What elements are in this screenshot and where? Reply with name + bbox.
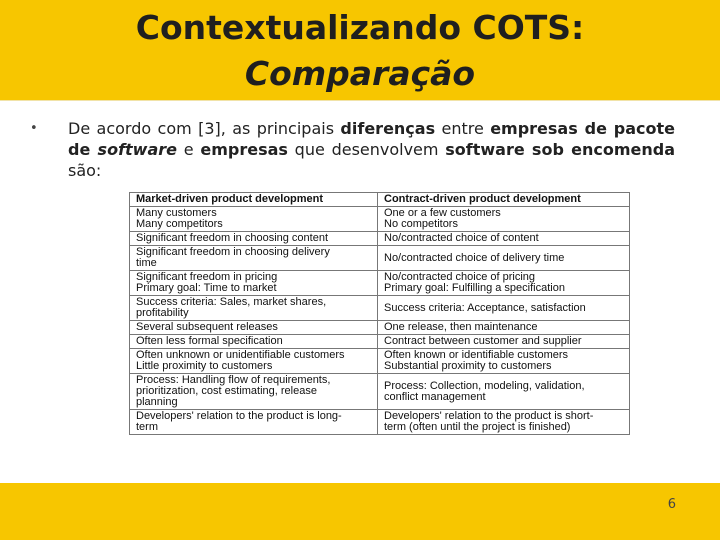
- table-cell-line: Substantial proximity to customers: [384, 360, 552, 372]
- table-cell-line: Primary goal: Time to market: [136, 282, 277, 294]
- table-cell-line: prioritization, cost estimating, release: [136, 385, 317, 397]
- table-cell-contract: [378, 207, 630, 232]
- table-cell-market: [130, 410, 378, 435]
- bullet-text-part: são:: [68, 161, 102, 180]
- table-cell-contract: [378, 296, 630, 321]
- table-cell-line: Several subsequent releases: [136, 321, 278, 333]
- table-cell-line: term: [136, 421, 158, 433]
- table-cell-market: [130, 207, 378, 232]
- table-cell-contract: [378, 232, 630, 246]
- table-cell-market: [130, 321, 378, 335]
- page-number: 6: [667, 497, 676, 512]
- table-cell-line: planning: [136, 396, 178, 408]
- table-cell-line: One or a few customers: [384, 207, 501, 219]
- table-cell-line: term (often until the project is finished): [384, 421, 571, 433]
- table-cell-line: One release, then maintenance: [384, 321, 538, 333]
- table-cell-market: [130, 349, 378, 374]
- column-header-contract: Contract-driven product development: [378, 193, 630, 207]
- table-row: [130, 246, 630, 271]
- table-row: [130, 232, 630, 246]
- table-cell-line: Often unknown or unidentifiable customers: [136, 349, 345, 361]
- table-cell-line: Developers' relation to the product is short-: [384, 410, 594, 422]
- table-cell-contract: [378, 374, 630, 410]
- column-header-market: Market-driven product development: [130, 193, 378, 207]
- table-cell-line: conflict management: [384, 390, 486, 403]
- table-cell-contract: [378, 349, 630, 374]
- table-cell-line: Developers' relation to the product is long-: [136, 410, 342, 422]
- table-cell-line: No/contracted choice of pricing: [384, 271, 536, 283]
- bullet-text-part: De acordo com [3], as principais: [68, 119, 341, 138]
- table-cell-market: [130, 296, 378, 321]
- table-cell-line: Often known or identifiable customers: [384, 349, 569, 361]
- table-cell-line: Many customers: [136, 207, 217, 219]
- table-cell-line: No/contracted choice of content: [384, 232, 539, 244]
- table-cell-line: Little proximity to customers: [136, 360, 273, 372]
- bullet-text: [68, 118, 675, 181]
- bullet-text-part: entre: [435, 119, 491, 138]
- bullet-text-bold: software sob encomenda: [445, 140, 676, 159]
- table-cell-market: [130, 232, 378, 246]
- table-row: [130, 321, 630, 335]
- table-cell-line: Success criteria: Sales, market shares,: [136, 296, 327, 308]
- table-cell-line: Many competitors: [136, 218, 223, 230]
- table-cell-market: [130, 246, 378, 271]
- bullet-dot-icon: •: [30, 121, 38, 136]
- table-cell-contract: [378, 246, 630, 271]
- table-cell-line: No/contracted choice of delivery time: [384, 251, 565, 264]
- bullet-text-italic: software: [97, 140, 177, 159]
- title-band: [0, 0, 720, 101]
- table-cell-line: Process: Handling flow of requirements,: [136, 374, 331, 386]
- table-cell-market: [130, 374, 378, 410]
- table-cell-line: time: [136, 257, 157, 269]
- table-row: [130, 207, 630, 232]
- table-body: [130, 207, 630, 435]
- table-cell-market: [130, 271, 378, 296]
- page-subtitle: Comparação: [244, 54, 476, 93]
- table-cell-line: Significant freedom in pricing: [136, 271, 278, 283]
- table-cell-line: Contract between customer and supplier: [384, 335, 582, 347]
- table-cell-contract: [378, 335, 630, 349]
- table-row: [130, 374, 630, 410]
- bullet-text-part: e: [177, 140, 201, 159]
- table-cell-line: Primary goal: Fulfilling a specification: [384, 282, 565, 294]
- footer-band: [0, 483, 720, 540]
- bullet-text-bold: diferenças: [340, 119, 436, 138]
- page-title: Contextualizando COTS:: [135, 8, 585, 47]
- table-cell-line: Significant freedom in choosing delivery: [136, 246, 330, 258]
- table-cell-line: Significant freedom in choosing content: [136, 232, 329, 244]
- comparison-table: [129, 192, 630, 435]
- table-cell-line: Success criteria: Acceptance, satisfaction: [384, 301, 586, 314]
- bullet-text-bold: empresas: [200, 140, 288, 159]
- table-cell-line: profitability: [136, 307, 189, 319]
- table-cell-contract: [378, 271, 630, 296]
- table-header-row: [130, 193, 630, 207]
- table-row: [130, 271, 630, 296]
- table-cell-contract: [378, 321, 630, 335]
- bullet-paragraph: [30, 118, 675, 181]
- bullet-text-bold: empresas de pacote de: [68, 119, 675, 159]
- table-cell-line: Process: Collection, modeling, validation,: [384, 379, 585, 392]
- table-row: [130, 349, 630, 374]
- bullet-text-part: que desenvolvem: [287, 140, 446, 159]
- table-cell-contract: [378, 410, 630, 435]
- table-cell-market: [130, 335, 378, 349]
- table-row: [130, 335, 630, 349]
- table-row: [130, 410, 630, 435]
- table-cell-line: Often less formal specification: [136, 335, 283, 347]
- table-cell-line: No competitors: [384, 218, 458, 230]
- table-row: [130, 296, 630, 321]
